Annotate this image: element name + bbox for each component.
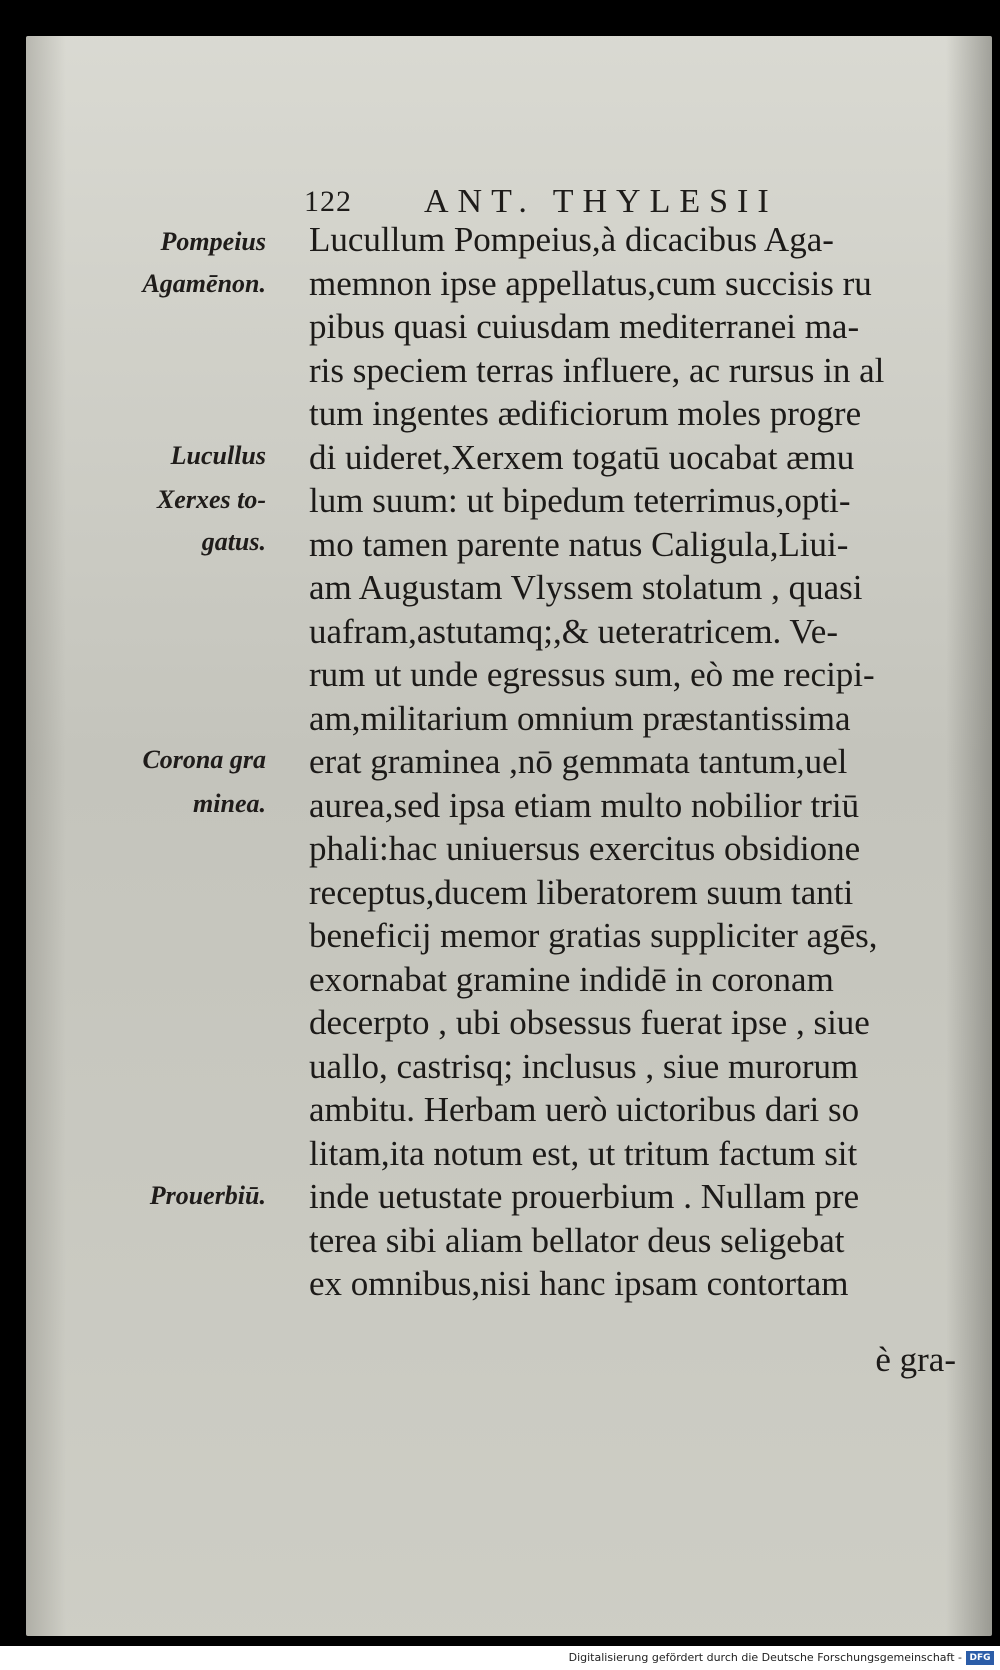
marginal-note: Corona gra — [142, 745, 266, 774]
text-line: am,militarium omnium præstantissima — [309, 699, 851, 738]
dfg-logo[interactable]: DFG — [966, 1651, 994, 1665]
text-line: decerpto , ubi obsessus fuerat ipse , siue — [309, 1003, 870, 1042]
text-line: uafram,astutamq;,& ueteratricem. Ve- — [309, 612, 838, 651]
marginal-note: Agamēnon. — [142, 269, 266, 298]
marginal-note: Pompeius — [160, 227, 266, 256]
text-line: am Augustam Vlyssem stolatum , quasi — [309, 568, 863, 607]
text-line: ris speciem terras influere, ac rursus in al — [309, 351, 885, 390]
text-line: beneficij memor gratias suppliciter agēs, — [309, 916, 878, 955]
text-line: tum ingentes ædificiorum moles progre — [309, 394, 862, 433]
text-line: aurea,sed ipsa etiam multo nobilior triū — [309, 786, 860, 825]
marginal-note: Lucullus — [170, 441, 266, 470]
page-number: 122 — [304, 185, 352, 218]
funding-credit: Digitalisierung gefördert durch die Deutsche Forschungsgemeinschaft - — [568, 1651, 962, 1664]
book-page — [26, 36, 992, 1636]
text-line: phali:hac uniuersus exercitus obsidione — [309, 829, 861, 868]
text-line: di uideret,Xerxem togatū uocabat æmu — [309, 438, 855, 477]
text-line: inde uetustate prouerbium . Nullam pre — [309, 1177, 860, 1216]
running-head: ANT. THYLESII — [424, 183, 778, 220]
footer-bar — [0, 1646, 1000, 1670]
text-line: pibus quasi cuiusdam mediterranei ma- — [309, 307, 860, 346]
text-line: terea sibi aliam bellator deus seligebat — [309, 1221, 845, 1260]
marginal-note: Prouerbiū. — [149, 1181, 266, 1210]
marginal-note: gatus. — [201, 527, 266, 556]
text-line: receptus,ducem liberatorem suum tanti — [309, 873, 854, 912]
text-line: litam,ita notum est, ut tritum factum sit — [309, 1134, 858, 1173]
text-line: exornabat gramine indidē in coronam — [309, 960, 834, 999]
text-line: lum suum: ut bipedum teterrimus,opti- — [309, 481, 851, 520]
marginal-note: minea. — [193, 789, 266, 818]
marginal-note: Xerxes to- — [156, 485, 266, 514]
text-line: mo tamen parente natus Caligula,Liui- — [309, 525, 849, 564]
text-line: ex omnibus,nisi hanc ipsam contortam — [309, 1264, 849, 1303]
text-line: rum ut unde egressus sum, eò me recipi- — [309, 655, 875, 694]
catchword: è gra- — [875, 1340, 956, 1379]
text-line: ambitu. Herbam uerò uictoribus dari so — [309, 1090, 860, 1129]
text-line: Lucullum Pompeius,à dicacibus Aga- — [309, 220, 834, 259]
text-line: erat graminea ,nō gemmata tantum,uel — [309, 742, 848, 781]
text-line: memnon ipse appellatus,cum succisis ru — [309, 264, 872, 303]
text-line: uallo, castrisq; inclusus , siue murorum — [309, 1047, 859, 1086]
